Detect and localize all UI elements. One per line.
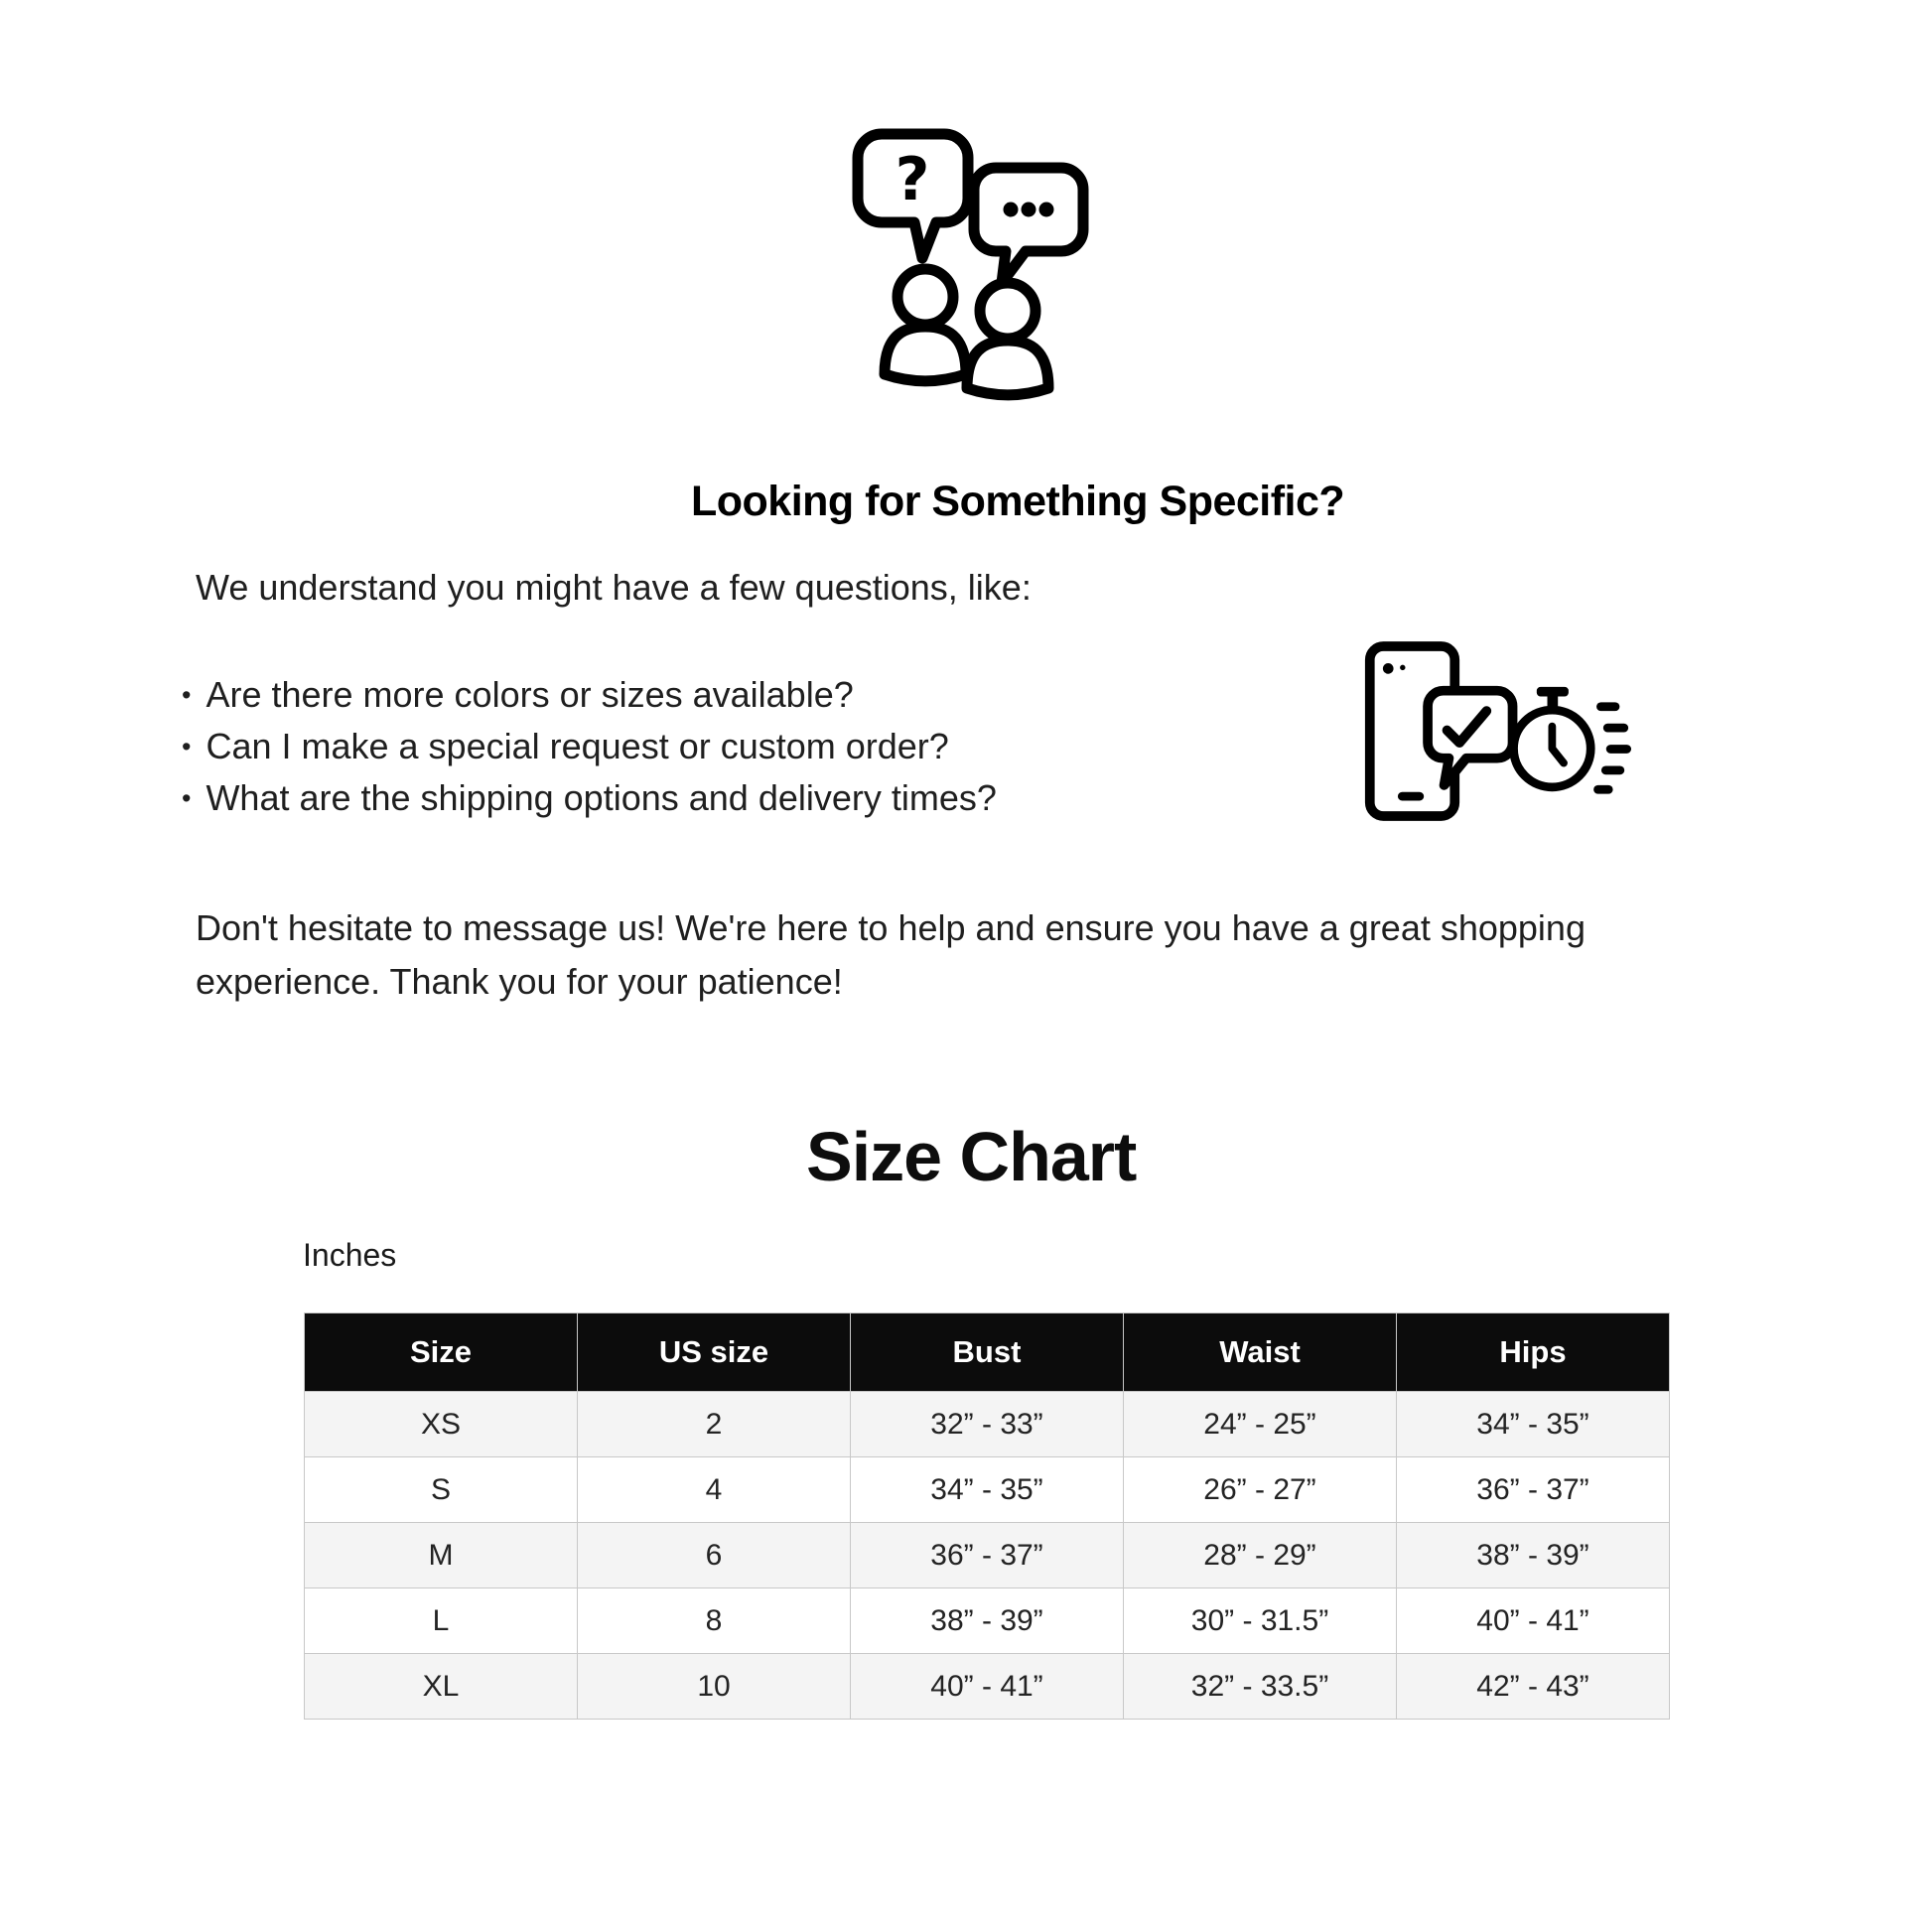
table-cell: M [305,1523,578,1588]
bullet-item [182,772,997,824]
table-cell: 34” - 35” [851,1457,1124,1523]
table-cell: XS [305,1392,578,1457]
table-cell: 40” - 41” [851,1654,1124,1720]
table-cell: 28” - 29” [1124,1523,1397,1588]
size-table [304,1312,1670,1720]
table-cell: XL [305,1654,578,1720]
table-cell: 30” - 31.5” [1124,1588,1397,1654]
table-cell: 40” - 41” [1397,1588,1670,1654]
table-row [305,1457,1670,1523]
column-header: Bust [851,1313,1124,1392]
table-cell: L [305,1588,578,1654]
bullet-item [182,721,997,772]
table-cell: 38” - 39” [851,1588,1124,1654]
bullet-text: What are the shipping options and delivery times? [206,777,997,818]
size-table-body [305,1392,1670,1720]
bullet-glyph: • [182,732,192,761]
bullet-item [182,669,997,721]
table-cell: 6 [578,1523,851,1588]
phone-message-stopwatch-icon [1362,640,1632,822]
table-cell: 4 [578,1457,851,1523]
bullet-text: Are there more colors or sizes available? [206,674,854,715]
unit-label: Inches [303,1237,397,1273]
table-cell: 24” - 25” [1124,1392,1397,1457]
bullet-glyph: • [182,783,192,813]
table-cell: 38” - 39” [1397,1523,1670,1588]
table-cell: 10 [578,1654,851,1720]
table-cell: 34” - 35” [1397,1392,1670,1457]
chat-question-people-icon [849,125,1105,407]
column-header: US size [578,1313,851,1392]
table-cell: 26” - 27” [1124,1457,1397,1523]
size-chart-title: Size Chart [806,1118,1137,1195]
column-header: Size [305,1313,578,1392]
table-row [305,1588,1670,1654]
size-table-header [305,1313,1670,1392]
table-row [305,1392,1670,1457]
table-row [305,1523,1670,1588]
bullet-glyph: • [182,680,192,710]
column-header: Hips [1397,1313,1670,1392]
closing-message: Don't hesitate to message us! We're here to help and ensure you have a great shopping experience. Thank you for your patience! [196,907,1586,1002]
table-cell: 36” - 37” [1397,1457,1670,1523]
table-cell: S [305,1457,578,1523]
table-cell: 2 [578,1392,851,1457]
question-list [182,669,997,824]
bullet-text: Can I make a special request or custom order? [206,726,949,766]
table-cell: 32” - 33.5” [1124,1654,1397,1720]
table-cell: 32” - 33” [851,1392,1124,1457]
column-header: Waist [1124,1313,1397,1392]
table-cell: 8 [578,1588,851,1654]
intro-lead: We understand you might have a few questions, like: [196,567,1032,608]
table-cell: 42” - 43” [1397,1654,1670,1720]
table-row [305,1654,1670,1720]
intro-heading: Looking for Something Specific? [691,478,1345,525]
table-cell: 36” - 37” [851,1523,1124,1588]
svg-text:?: ? [895,145,930,214]
